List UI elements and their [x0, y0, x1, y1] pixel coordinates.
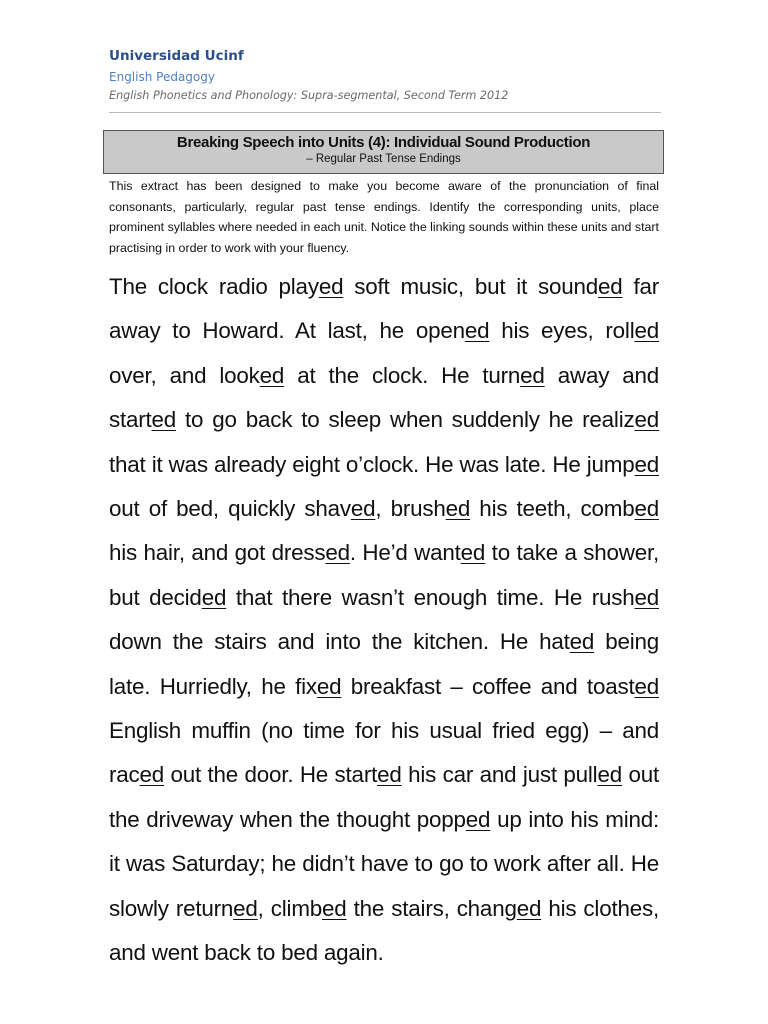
story-text: up into his mind: it was Saturday; he didn’t have to go to work after all. He slowly return	[109, 806, 659, 921]
past-tense-ending: ed	[464, 318, 490, 344]
story-text: The clock radio play	[109, 274, 319, 299]
document-title: Breaking Speech into Units (4): Individual Sound Production	[176, 134, 591, 151]
past-tense-ending: ed	[634, 584, 659, 610]
story-text: , climb	[257, 895, 323, 921]
past-tense-ending: ed	[316, 673, 342, 699]
story-text: his car and just pull	[401, 762, 598, 788]
past-tense-ending: ed	[634, 318, 659, 344]
department-name: English Pedagogy	[109, 70, 215, 84]
past-tense-ending: ed	[460, 540, 486, 566]
past-tense-ending: ed	[322, 895, 347, 921]
story-text: English muffin (no time for his usual fried egg) – and rac	[109, 718, 659, 788]
story-text: his clothes, and went back to bed again.	[109, 895, 659, 966]
story-text: away and start	[109, 362, 659, 433]
story-text: , brush	[375, 496, 446, 522]
story-text: to take a shower, but decid	[109, 540, 659, 610]
story-text: at the clock. He turn	[284, 362, 521, 388]
past-tense-ending: ed	[569, 629, 595, 655]
past-tense-ending: ed	[445, 496, 471, 522]
past-tense-ending: ed	[350, 496, 376, 522]
past-tense-ending: ed	[139, 762, 165, 788]
past-tense-ending: ed	[597, 762, 622, 788]
university-name: Universidad Ucinf	[109, 48, 244, 64]
story-text: that it was already eight o’clock. He was late. He jump	[109, 451, 635, 477]
past-tense-ending: ed	[259, 362, 285, 388]
story-text: down the stairs and into the kitchen. He hat	[109, 629, 570, 655]
header-divider	[109, 112, 661, 113]
story-text: out of bed, quickly shav	[109, 496, 351, 522]
past-tense-ending: ed	[598, 274, 623, 299]
story-text: being late. Hurriedly, he fix	[109, 629, 659, 699]
story-text: his eyes, roll	[489, 318, 635, 344]
course-name: English Phonetics and Phonology: Supra-segmental, Second Term 2012	[109, 89, 509, 102]
past-tense-ending: ed	[465, 806, 491, 832]
past-tense-ending: ed	[201, 584, 227, 610]
title-box	[103, 130, 664, 174]
story-text: over, and look	[109, 362, 260, 388]
past-tense-ending: ed	[634, 451, 659, 477]
past-tense-ending: ed	[634, 407, 659, 433]
story-text: his teeth, comb	[470, 496, 635, 522]
past-tense-ending: ed	[325, 540, 350, 566]
past-tense-ending: ed	[634, 496, 659, 522]
story-text: soft music, but it sound	[343, 274, 599, 299]
story-text: breakfast – coffee and toast	[341, 673, 635, 699]
past-tense-ending: ed	[520, 362, 545, 388]
story-text: far away to Howard. At last, he open	[109, 274, 659, 344]
story-text: to go back to sleep when suddenly he realiz	[176, 407, 635, 433]
story-text: his hair, and got dress	[109, 540, 326, 566]
story-text: out the driveway when the thought popp	[109, 762, 659, 832]
past-tense-ending: ed	[318, 274, 344, 299]
past-tense-ending: ed	[233, 895, 258, 921]
instructions-paragraph: This extract has been designed to make you become aware of the pronunciation of final consonants, particularly, regular past tense endings. Identify the corresponding units, place prominent syllables where needed in each unit. Notice the linking sounds within these units and start practising in order to work with your fluency.	[109, 179, 659, 255]
story-text: . He’d want	[349, 540, 461, 566]
story-paragraph	[109, 265, 659, 976]
story-text: out the door. He start	[164, 762, 378, 788]
past-tense-ending: ed	[377, 762, 402, 788]
story-text: the stairs, chang	[346, 895, 517, 921]
story-text: that there wasn’t enough time. He rush	[226, 584, 635, 610]
document-header	[109, 46, 661, 106]
document-subtitle: – Regular Past Tense Endings	[306, 153, 461, 165]
past-tense-ending: ed	[151, 407, 177, 433]
past-tense-ending: ed	[516, 895, 542, 921]
past-tense-ending: ed	[634, 673, 659, 699]
